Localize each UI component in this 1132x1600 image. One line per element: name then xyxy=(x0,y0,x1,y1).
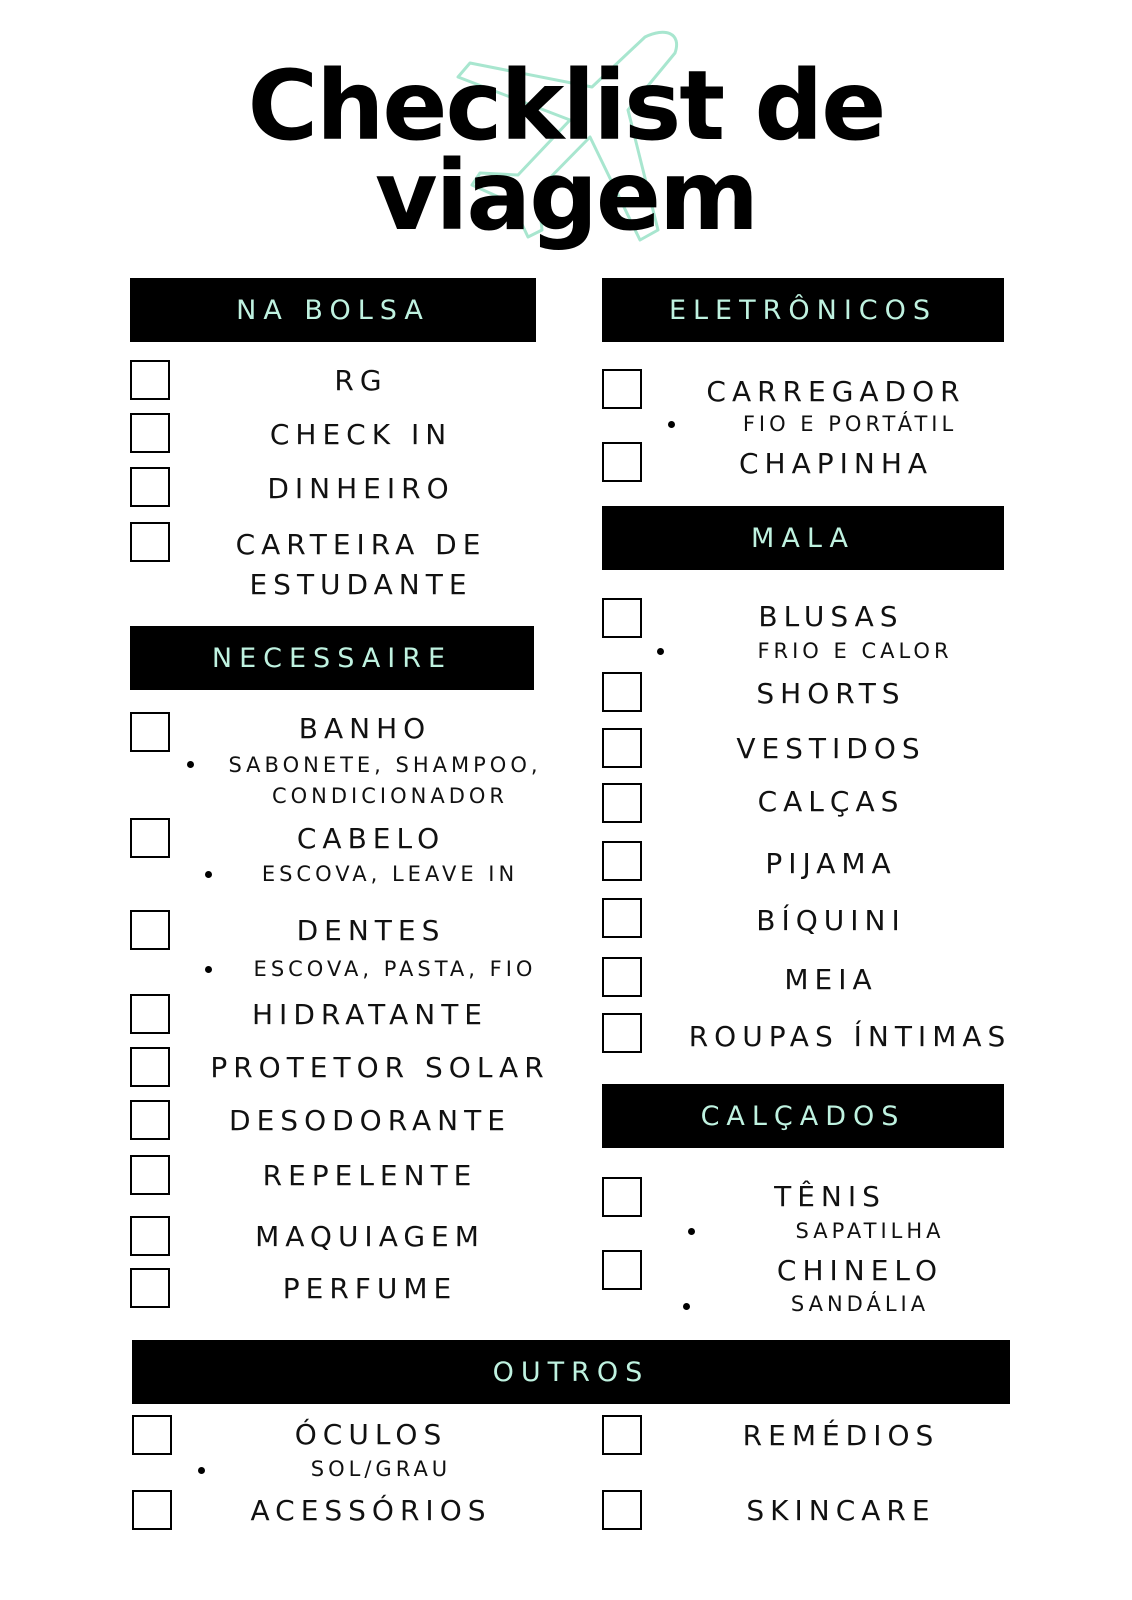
item-label-remedios: REMÉDIOS xyxy=(742,1419,940,1452)
section-header-na-bolsa: NA BOLSA xyxy=(130,278,536,342)
item-label-dentes: DENTES xyxy=(296,914,446,947)
section-header-necessaire: NECESSAIRE xyxy=(130,626,534,690)
section-header-mala: MALA xyxy=(602,506,1004,570)
bullet-dot xyxy=(187,761,194,768)
page-title-line-1: Checklist de xyxy=(247,50,885,162)
item-sub-banho-2: CONDICIONADOR xyxy=(271,784,509,808)
item-label-biquini: BÍQUINI xyxy=(756,904,906,937)
checkbox-chinelo[interactable] xyxy=(602,1250,642,1290)
checkbox-perfume[interactable] xyxy=(130,1268,170,1308)
checkbox-shorts[interactable] xyxy=(602,672,642,712)
checkbox-protetor-solar[interactable] xyxy=(130,1047,170,1087)
checkbox-rg[interactable] xyxy=(130,360,170,400)
bullet-dot xyxy=(657,648,664,655)
bullet-dot xyxy=(205,871,212,878)
item-label-meia: MEIA xyxy=(784,963,878,996)
item-sub-blusas: FRIO E CALOR xyxy=(757,639,953,663)
item-label-desodorante: DESODORANTE xyxy=(229,1104,511,1137)
checkbox-vestidos[interactable] xyxy=(602,728,642,768)
item-label-skincare: SKINCARE xyxy=(746,1494,936,1527)
section-header-eletronicos: ELETRÔNICOS xyxy=(602,278,1004,342)
bullet-dot xyxy=(688,1228,695,1235)
page-title-line-2: viagem xyxy=(374,140,758,252)
item-label-pijama: PIJAMA xyxy=(765,847,897,880)
item-label-maquiagem: MAQUIAGEM xyxy=(255,1220,485,1253)
item-sub-tenis: SAPATILHA xyxy=(795,1219,945,1243)
item-label-acessorios: ACESSÓRIOS xyxy=(250,1494,492,1527)
item-label-hidratante: HIDRATANTE xyxy=(252,998,488,1031)
item-label-check-in: CHECK IN xyxy=(269,418,453,451)
item-sub-carregador: FIO E PORTÁTIL xyxy=(742,412,958,436)
checkbox-tenis[interactable] xyxy=(602,1177,642,1217)
item-label-vestidos: VESTIDOS xyxy=(736,732,926,765)
checkbox-biquini[interactable] xyxy=(602,898,642,938)
item-label-cabelo: CABELO xyxy=(296,822,446,855)
item-label-shorts: SHORTS xyxy=(756,677,906,710)
checkbox-pijama[interactable] xyxy=(602,841,642,881)
item-label-dinheiro: DINHEIRO xyxy=(267,472,455,505)
checkbox-check-in[interactable] xyxy=(130,413,170,453)
checkbox-dinheiro[interactable] xyxy=(130,467,170,507)
item-sub-banho: SABONETE, SHAMPOO, xyxy=(228,753,542,777)
checkbox-acessorios[interactable] xyxy=(132,1490,172,1530)
checkbox-meia[interactable] xyxy=(602,957,642,997)
section-header-calcados: CALÇADOS xyxy=(602,1084,1004,1148)
checkbox-oculos[interactable] xyxy=(132,1415,172,1455)
item-label-carteira-de: CARTEIRA DE xyxy=(235,528,487,561)
item-label-repelente: REPELENTE xyxy=(262,1159,478,1192)
bullet-dot xyxy=(205,966,212,973)
item-sub-dentes: ESCOVA, PASTA, FIO xyxy=(253,957,537,981)
checkbox-remedios[interactable] xyxy=(602,1415,642,1455)
checkbox-roupas-intimas[interactable] xyxy=(602,1013,642,1053)
item-label-protetor-solar: PROTETOR SOLAR xyxy=(210,1051,550,1084)
item-label-chapinha: CHAPINHA xyxy=(738,447,934,480)
checkbox-calcas[interactable] xyxy=(602,783,642,823)
item-label-perfume: PERFUME xyxy=(282,1272,458,1305)
checkbox-banho[interactable] xyxy=(130,712,170,752)
checkbox-desodorante[interactable] xyxy=(130,1100,170,1140)
item-label-blusas: BLUSAS xyxy=(758,600,904,633)
item-sub-cabelo: ESCOVA, LEAVE IN xyxy=(261,862,519,886)
bullet-dot xyxy=(668,421,675,428)
checkbox-repelente[interactable] xyxy=(130,1155,170,1195)
item-label-roupas-intimas: ROUPAS ÍNTIMAS xyxy=(688,1020,1012,1053)
section-header-outros: OUTROS xyxy=(132,1340,1010,1404)
checkbox-carregador[interactable] xyxy=(602,369,642,409)
checkbox-dentes[interactable] xyxy=(130,910,170,950)
item-sub-oculos: SOL/GRAU xyxy=(310,1457,452,1481)
item-label-tenis: TÊNIS xyxy=(774,1180,886,1213)
bullet-dot xyxy=(683,1303,690,1310)
checkbox-blusas[interactable] xyxy=(602,598,642,638)
item-label-chinelo: CHINELO xyxy=(776,1254,944,1287)
checkbox-maquiagem[interactable] xyxy=(130,1216,170,1256)
checkbox-chapinha[interactable] xyxy=(602,442,642,482)
item-label-estudante: ESTUDANTE xyxy=(249,568,473,601)
checkbox-skincare[interactable] xyxy=(602,1490,642,1530)
item-sub-chinelo: SANDÁLIA xyxy=(790,1292,930,1316)
item-label-calcas: CALÇAS xyxy=(757,785,905,818)
item-label-banho: BANHO xyxy=(298,712,432,745)
item-label-carregador: CARREGADOR xyxy=(706,375,966,408)
checkbox-carteira-de-estudante[interactable] xyxy=(130,522,170,562)
checkbox-hidratante[interactable] xyxy=(130,994,170,1034)
item-label-oculos: ÓCULOS xyxy=(294,1418,448,1451)
item-label-rg: RG xyxy=(334,364,388,397)
checkbox-cabelo[interactable] xyxy=(130,818,170,858)
